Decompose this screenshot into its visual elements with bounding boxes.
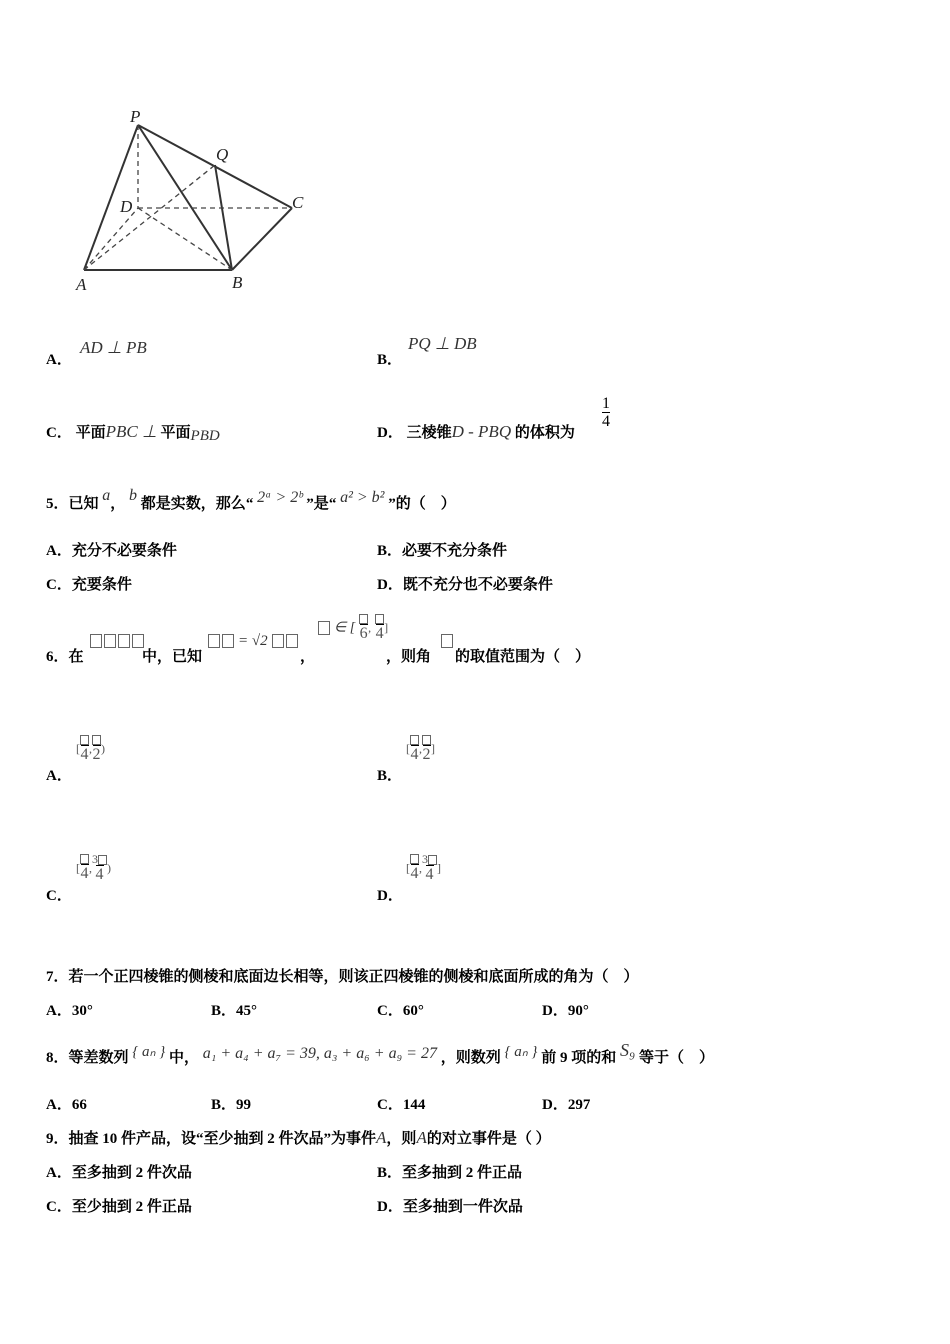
q6-option-d-math: [ 4 , $\frac{3}{4}$ ] [406,852,441,884]
q6-comma: ， [300,649,316,665]
q5-stem: 5．已知 a， b 都是实数，那么“ 2ᵃ > 2ᵇ ”是“ a² > b² ”的（ ） [46,487,456,512]
q6-option-d[interactable]: D． [377,888,403,904]
q9-option-c[interactable]: C．至少抽到 2 件正品 [46,1199,192,1215]
label-B: B [232,273,243,292]
q6-option-c[interactable]: C． [46,888,72,904]
q8-option-b[interactable]: B．99 [211,1097,252,1113]
label-D: D [120,197,133,216]
q6-option-c-math: [ 4 , $\frac{3}{4}$ ) [76,852,111,884]
q9-option-a[interactable]: A．至多抽到 2 件次品 [46,1165,192,1181]
q6-option-a[interactable]: A． [46,768,72,784]
q5-option-c[interactable]: C．充要条件 [46,577,132,593]
q6-option-a-math: [ 4 , 2 ) [76,735,105,763]
q8-stem: 8．等差数列 { aₙ } 中， a₁ + a₄ + a₇ = 39, a₃ + a₆ + a₉ = 27 ，则数列 { aₙ } 前 9 项的和 S₉ 等于（ ） [46,1040,714,1066]
q9-stem: 9．抽查 10 件产品，设“至少抽到 2 件次品”为事件A，则A的对立事件是（ ） [46,1128,551,1147]
q8-option-c[interactable]: C．144 [377,1097,426,1113]
q6-stem-2: 中，已知 [142,649,203,665]
edge-AD [84,208,138,270]
q8-option-a[interactable]: A．66 [46,1097,87,1113]
label-A: A [76,275,87,294]
q9-option-b[interactable]: B．至多抽到 2 件正品 [377,1165,523,1181]
q4-option-d[interactable]: D． 三棱锥D - PBQ 的体积为 [377,422,575,441]
edge-QB [215,165,232,270]
q4-option-d-fraction: $\frac{1}{4}$ [602,395,610,430]
q5-option-a[interactable]: A．充分不必要条件 [46,543,177,559]
q5-option-b[interactable]: B．必要不充分条件 [377,543,508,559]
q7-stem: 7．若一个正四棱锥的侧棱和底面边长相等，则该正四棱锥的侧棱和底面所成的角为（ ） [46,969,639,985]
q6-option-b-math: [ 4 , 2 ] [406,735,435,763]
edge-DB [138,208,232,270]
pyramid-figure [70,100,340,300]
q7-option-b[interactable]: B．45° [211,1003,258,1019]
q8-option-d[interactable]: D．297 [542,1097,591,1113]
q9-option-d[interactable]: D．至多抽到一件次品 [377,1199,523,1215]
label-Q: Q [216,145,229,164]
q5-option-d[interactable]: D．既不充分也不必要条件 [377,577,553,593]
label-C: C [292,193,304,212]
q4-option-a[interactable]: A． [46,352,72,368]
q6-stem: 6．在 [46,649,84,665]
q7-option-c[interactable]: C．60° [377,1003,424,1019]
q6-stem-3: ，则角 [386,649,432,665]
q4-option-a-math: AD ⊥ PB [80,338,147,357]
q6-range: ∈ [ 6 , 4 ] [318,614,388,642]
q6-angle-placeholder [441,632,453,650]
q6-triangle-placeholder [90,632,144,650]
q4-option-b[interactable]: B． [377,352,403,368]
edge-BC [232,208,292,270]
q7-option-a[interactable]: A．30° [46,1003,93,1019]
q4-option-c[interactable]: C． 平面PBC ⊥ 平面PBD [46,422,220,444]
q7-option-d[interactable]: D．90° [542,1003,589,1019]
label-P: P [130,107,141,126]
q6-option-b[interactable]: B． [377,768,403,784]
q6-condition: = √2 [208,632,298,650]
q4-option-b-math: PQ ⊥ DB [408,334,477,353]
q6-stem-4: 的取值范围为（ ） [455,649,591,665]
